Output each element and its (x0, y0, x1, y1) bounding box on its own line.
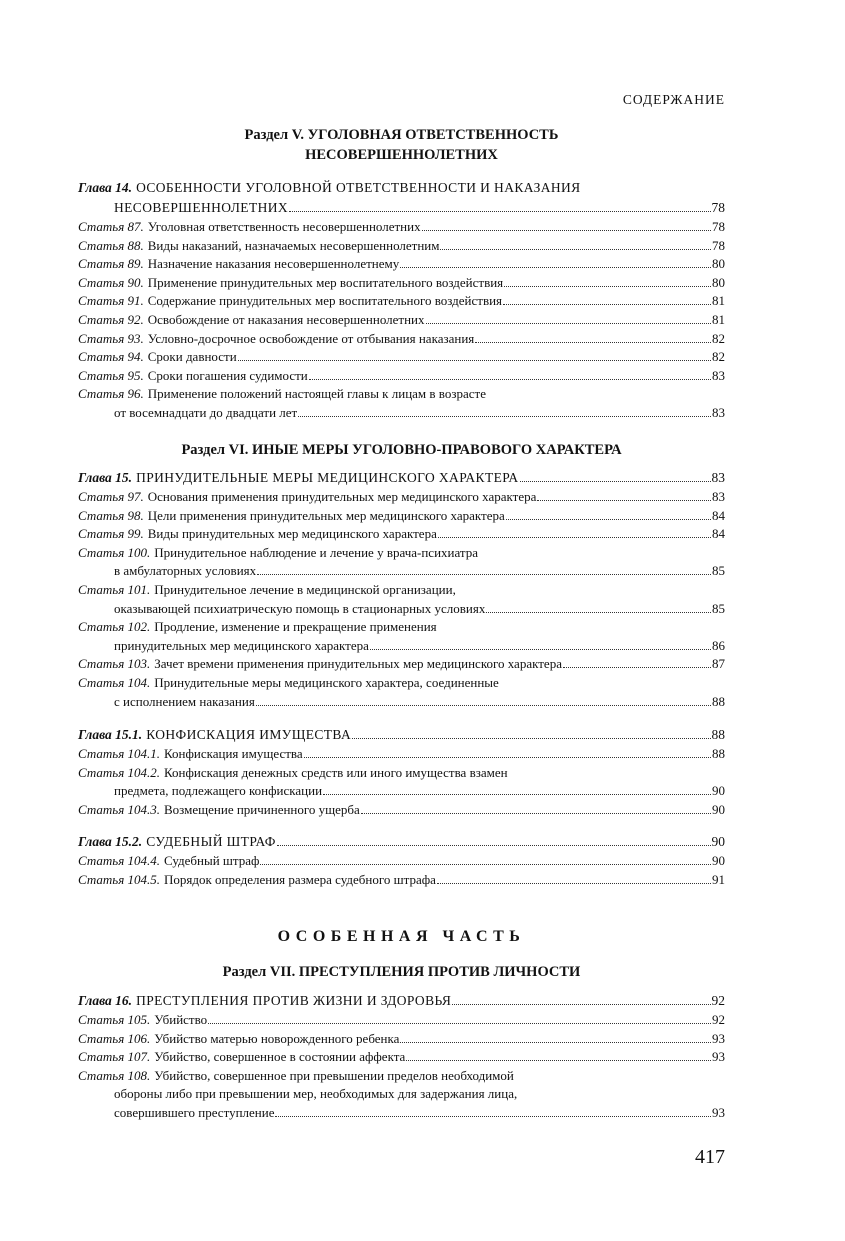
toc-entry-article-100[interactable] (78, 544, 725, 563)
page-number: 80 (712, 256, 725, 272)
page-number: 92 (712, 1012, 725, 1027)
article-label: Статья 100. (78, 544, 151, 560)
dot-leader (361, 813, 711, 814)
article-label: Статья 102. (78, 619, 151, 635)
article-title-line1: Конфискация денежных средств или иного имущества взамен (164, 764, 508, 780)
article-label: Статья 89. (78, 256, 144, 272)
page-number: 83 (712, 367, 725, 383)
dot-leader (440, 249, 711, 250)
dot-leader (422, 230, 711, 231)
page-number: 83 (711, 470, 725, 485)
dot-leader (304, 757, 711, 758)
dot-leader (452, 1004, 710, 1005)
article-title-line2: в амбулаторных условиях (114, 563, 257, 579)
article-label: Статья 95. (78, 367, 144, 383)
chapter-15-1-entry[interactable] (78, 725, 725, 745)
article-label: Статья 104. (78, 674, 151, 690)
dot-leader (323, 794, 711, 795)
article-title: Порядок определения размера судебного штрафа (164, 871, 436, 887)
chapter-label: Глава 15.2. (78, 834, 143, 849)
toc-entry-article-104-4[interactable] (78, 852, 725, 871)
toc-entry-article-105[interactable] (78, 1011, 725, 1030)
page-number: 81 (712, 293, 725, 309)
article-title: Содержание принудительных мер воспитательного воздействия (147, 293, 503, 309)
toc-entry-article-90[interactable] (78, 274, 725, 293)
article-title: Цели применения принудительных мер медицинского характера (147, 507, 505, 523)
article-title: Зачет времени применения принудительных мер медицинского характера (154, 656, 562, 672)
toc-entry-article-104-5[interactable] (78, 871, 725, 890)
page-number: 90 (711, 834, 725, 849)
toc-entry-article-104-2[interactable] (78, 764, 725, 783)
chapter-16-block (78, 991, 725, 1123)
dot-leader (486, 612, 711, 613)
chapter-title: КОНФИСКАЦИЯ ИМУЩЕСТВА (146, 727, 352, 742)
page-number: 93 (712, 1030, 725, 1046)
page-number: 90 (712, 783, 725, 799)
chapter-15-block (78, 468, 725, 711)
article-label: Статья 101. (78, 581, 151, 597)
article-title: Освобождение от наказания несовершеннолетних (147, 311, 425, 327)
article-title-line2: с исполнением наказания (114, 693, 255, 709)
page-number: 80 (712, 274, 725, 290)
article-label: Статья 105. (78, 1012, 151, 1027)
toc-entry-article-99[interactable] (78, 525, 725, 544)
page-number: 81 (712, 311, 725, 327)
toc-entry-article-98[interactable] (78, 507, 725, 526)
toc-entry-article-101[interactable] (78, 581, 725, 600)
article-title: Виды наказаний, назначаемых несовершеннолетним (147, 237, 440, 253)
page-number: 78 (712, 237, 725, 253)
section-vii-heading: Раздел VII. ПРЕСТУПЛЕНИЯ ПРОТИВ ЛИЧНОСТИ (222, 964, 581, 980)
dot-leader (309, 379, 711, 380)
toc-entry-article-97[interactable] (78, 488, 725, 507)
page-number: 88 (712, 693, 725, 709)
page-number: 84 (712, 507, 725, 523)
section-v-line2: НЕСОВЕРШЕННОЛЕТНИХ (305, 147, 498, 163)
article-title: Убийство (154, 1012, 208, 1027)
article-label: Статья 91. (78, 293, 144, 309)
dot-leader (504, 286, 711, 287)
article-label: Статья 103. (78, 656, 151, 672)
chapter-label: Глава 16. (78, 993, 133, 1008)
chapter-label: Глава 15.1. (78, 727, 143, 742)
article-title-line3: совершившего преступление (114, 1104, 275, 1120)
dot-leader (400, 1042, 711, 1043)
toc-entry-article-88[interactable] (78, 237, 725, 256)
article-label: Статья 107. (78, 1049, 151, 1065)
article-title: Условно-досрочное освобождение от отбывания наказания (147, 330, 475, 346)
article-title: Судебный штраф (164, 853, 260, 868)
chapter-14-block (78, 178, 725, 423)
dot-leader (426, 323, 711, 324)
article-title-line1: Принудительные меры медицинского характера, соединенные (154, 674, 499, 690)
article-title-line1: Продление, изменение и прекращение применения (154, 619, 437, 635)
dot-leader (520, 481, 711, 482)
article-title-line1: Применение положений настоящей главы к лицам в возрасте (147, 386, 486, 402)
page-number: 78 (711, 200, 725, 215)
toc-entry-article-106[interactable] (78, 1030, 725, 1049)
toc-entry-article-104-3[interactable] (78, 801, 725, 820)
toc-entry-article-102[interactable] (78, 618, 725, 637)
dot-leader (503, 304, 711, 305)
toc-entry-article-87[interactable] (78, 218, 725, 237)
chapter-title: СУДЕБНЫЙ ШТРАФ (146, 834, 276, 849)
article-title-line2: от восемнадцати до двадцати лет (114, 404, 298, 420)
toc-entry-article-103[interactable] (78, 655, 725, 674)
chapter-15-1-block (78, 725, 725, 819)
part-title: ОСОБЕННАЯ ЧАСТЬ (277, 928, 526, 945)
dot-leader (438, 537, 711, 538)
dot-leader (277, 845, 711, 846)
article-label: Статья 104.5. (78, 871, 160, 887)
page-number: 90 (712, 801, 725, 817)
section-vi-heading: Раздел VI. ИНЫЕ МЕРЫ УГОЛОВНО-ПРАВОВОГО ХАРАКТЕРА (181, 442, 622, 458)
chapter-15-2-entry[interactable] (78, 832, 725, 852)
dot-leader (238, 360, 711, 361)
dot-leader (256, 705, 711, 706)
chapter-label: Глава 15. (78, 470, 133, 485)
chapter-15-2-block (78, 832, 725, 889)
article-label: Статья 87. (78, 219, 144, 234)
article-label: Статья 108. (78, 1067, 151, 1083)
chapter-15-entry[interactable] (78, 468, 725, 488)
dot-leader (289, 211, 710, 212)
article-label: Статья 99. (78, 526, 144, 542)
chapter-16-entry[interactable] (78, 991, 725, 1011)
article-label: Статья 92. (78, 311, 144, 327)
article-label: Статья 104.3. (78, 801, 160, 817)
section-v-heading (78, 125, 725, 165)
toc-entry-article-93[interactable] (78, 330, 725, 349)
toc-entry-article-95[interactable] (78, 367, 725, 386)
page-folio: 417 (695, 1146, 725, 1168)
page-number: 91 (712, 871, 725, 887)
chapter-title: ПРИНУДИТЕЛЬНЫЕ МЕРЫ МЕДИЦИНСКОГО ХАРАКТЕРА (136, 470, 519, 485)
article-title: Уголовная ответственность несовершеннолетних (147, 219, 421, 234)
article-title: Конфискация имущества (164, 746, 303, 761)
article-label: Статья 104.1. (78, 746, 160, 761)
article-label: Статья 97. (78, 489, 144, 504)
chapter-title-line2: НЕСОВЕРШЕННОЛЕТНИХ (114, 200, 289, 215)
dot-leader (275, 1116, 711, 1117)
dot-leader (298, 416, 711, 417)
article-title-line2: принудительных мер медицинского характера (114, 637, 369, 653)
chapter-title-line1: ОСОБЕННОСТИ УГОЛОВНОЙ ОТВЕТСТВЕННОСТИ И НАКАЗАНИЯ (136, 180, 581, 195)
dot-leader (506, 519, 711, 520)
article-title: Виды принудительных мер медицинского характера (147, 526, 437, 542)
article-title: Сроки давности (147, 349, 237, 365)
article-title: Применение принудительных мер воспитательного воздействия (147, 274, 504, 290)
page-number: 86 (712, 637, 725, 653)
article-title: Назначение наказания несовершеннолетнему (147, 256, 400, 272)
dot-leader (370, 649, 711, 650)
article-title: Убийство, совершенное в состоянии аффекта (154, 1049, 406, 1065)
article-title-line1: Принудительное лечение в медицинской организации, (154, 581, 456, 597)
article-title-line2: обороны либо при превышении мер, необходимых для задержания лица, (114, 1086, 518, 1102)
dot-leader (437, 883, 711, 884)
article-title: Сроки погашения судимости (147, 367, 308, 383)
page-number: 90 (712, 853, 725, 868)
toc-entry-article-89[interactable] (78, 255, 725, 274)
section-v-line1: Раздел V. УГОЛОВНАЯ ОТВЕТСТВЕННОСТЬ (244, 127, 559, 143)
chapter-label: Глава 14. (78, 180, 133, 195)
dot-leader (208, 1023, 711, 1024)
toc-entry-article-94[interactable] (78, 348, 725, 367)
article-label: Статья 88. (78, 237, 144, 253)
running-head: СОДЕРЖАНИЕ (622, 92, 725, 107)
dot-leader (257, 574, 711, 575)
page-number: 83 (712, 404, 725, 420)
article-label: Статья 98. (78, 507, 144, 523)
page-number: 85 (712, 563, 725, 579)
toc-entry-article-107[interactable] (78, 1048, 725, 1067)
page-number: 78 (712, 219, 725, 234)
dot-leader (537, 500, 711, 501)
toc-entry-article-104[interactable] (78, 674, 725, 693)
dot-leader (352, 738, 710, 739)
article-label: Статья 94. (78, 349, 144, 365)
article-label: Статья 104.4. (78, 853, 160, 868)
article-title-line1: Убийство, совершенное при превышении пределов необходимой (154, 1067, 514, 1083)
dot-leader (475, 342, 711, 343)
article-title-line1: Принудительное наблюдение и лечение у врача-психиатра (154, 544, 479, 560)
chapter-title: ПРЕСТУПЛЕНИЯ ПРОТИВ ЖИЗНИ И ЗДОРОВЬЯ (136, 993, 452, 1008)
article-title: Убийство матерью новорожденного ребенка (154, 1030, 400, 1046)
page-number: 82 (712, 330, 725, 346)
toc-entry-article-92[interactable] (78, 311, 725, 330)
dot-leader (406, 1060, 711, 1061)
article-label: Статья 90. (78, 274, 144, 290)
page-number: 92 (711, 993, 725, 1008)
page-number: 84 (712, 526, 725, 542)
chapter-14-entry[interactable] (78, 178, 725, 198)
dot-leader (563, 667, 711, 668)
article-title: Основания применения принудительных мер медицинского характера (147, 489, 537, 504)
toc-entry-article-108[interactable] (78, 1067, 725, 1086)
page-number: 83 (712, 489, 725, 504)
page-number: 82 (712, 349, 725, 365)
page-number: 85 (712, 600, 725, 616)
page-number: 88 (711, 727, 725, 742)
page-number: 93 (712, 1104, 725, 1120)
article-label: Статья 96. (78, 386, 144, 402)
dot-leader (260, 864, 711, 865)
page-number: 88 (712, 746, 725, 761)
article-label: Статья 106. (78, 1030, 151, 1046)
dot-leader (400, 267, 711, 268)
article-label: Статья 104.2. (78, 764, 160, 780)
toc-entry-article-91[interactable] (78, 292, 725, 311)
toc-entry-article-104-1[interactable] (78, 745, 725, 764)
page-number: 93 (712, 1049, 725, 1065)
article-title-line2: оказывающей психиатрическую помощь в стационарных условиях (114, 600, 486, 616)
article-title: Возмещение причиненного ущерба (164, 801, 360, 817)
article-title-line2: предмета, подлежащего конфискации (114, 783, 323, 799)
page-number: 87 (712, 656, 725, 672)
article-label: Статья 93. (78, 330, 144, 346)
toc-entry-article-96[interactable] (78, 385, 725, 404)
